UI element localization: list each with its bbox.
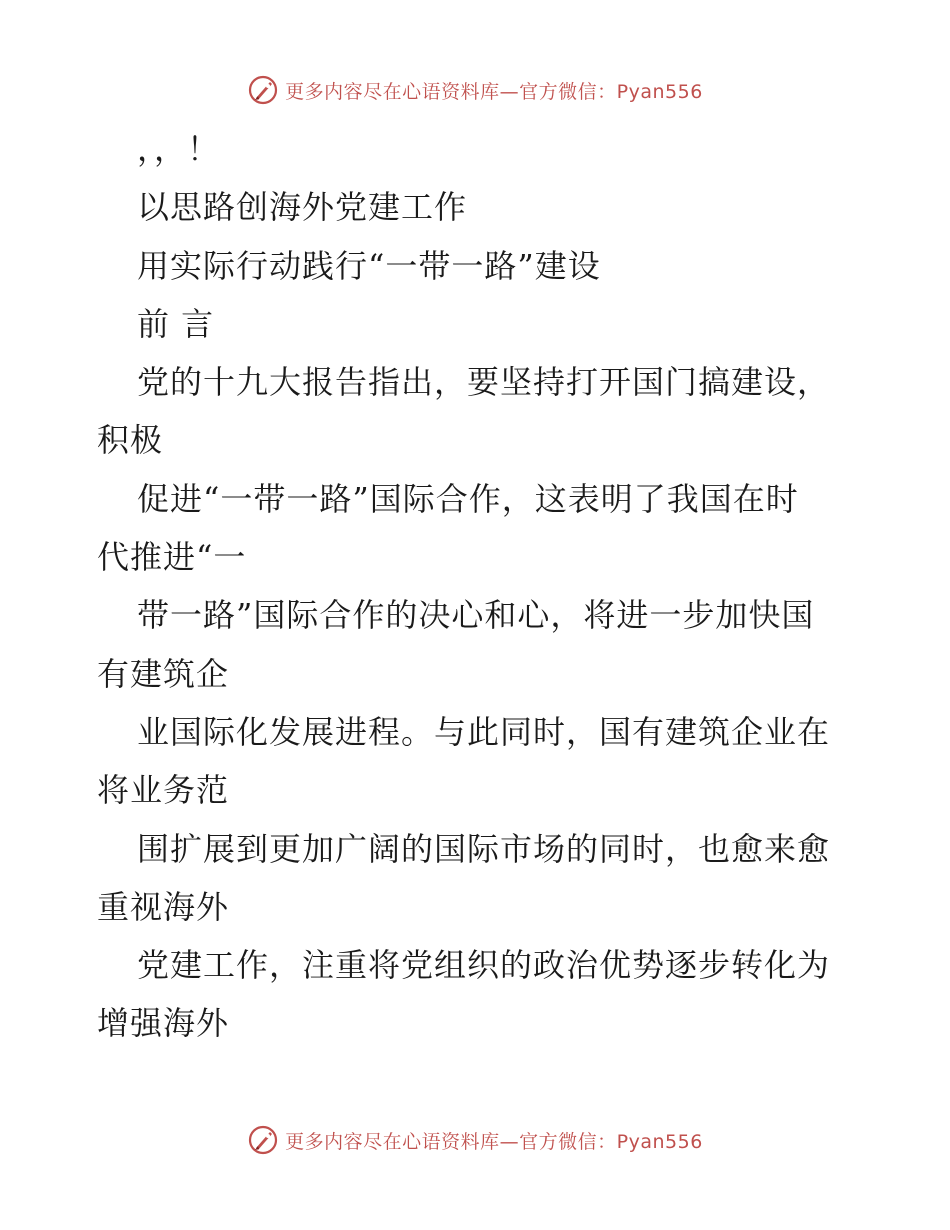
document-line: 将业务范 (97, 771, 230, 810)
document-line: 重视海外 (97, 887, 230, 926)
document-line: 党建工作，注重将党组织的政治优势逐步转化为 (137, 946, 831, 985)
document-line: 以思路创海外党建工作 (137, 188, 468, 227)
footer-banner-text: 更多内容尽在心语资料库—官方微信：Pyan556 (285, 1130, 703, 1153)
footer-banner (0, 1120, 950, 1160)
document-line: 有建筑企 (97, 654, 230, 693)
document-line: 党的十九大报告指出，要坚持打开国门搞建设， (137, 363, 831, 402)
quill-pen-logo-icon (247, 1124, 279, 1156)
document-line: 积极 (97, 421, 164, 460)
document-line: ，，！ (137, 130, 221, 168)
header-banner-text: 更多内容尽在心语资料库—官方微信：Pyan556 (285, 80, 703, 103)
quill-pen-logo-icon (247, 74, 279, 106)
document-line: 业国际化发展进程。与此同时，国有建筑企业在 (137, 712, 831, 751)
document-line: 增强海外 (97, 1004, 230, 1043)
document-line: 前 言 (137, 304, 215, 343)
document-line: 围扩展到更加广阔的国际市场的同时，也愈来愈 (137, 829, 831, 868)
document-body (97, 120, 857, 1053)
document-line: 代推进“一 (97, 538, 247, 577)
document-line: 用实际行动践行“一带一路”建设 (137, 246, 601, 285)
header-banner (0, 70, 950, 110)
document-line: 带一路”国际合作的决心和心，将进一步加快国 (137, 596, 815, 635)
document-line: 促进“一带一路”国际合作，这表明了我国在时 (137, 479, 799, 518)
